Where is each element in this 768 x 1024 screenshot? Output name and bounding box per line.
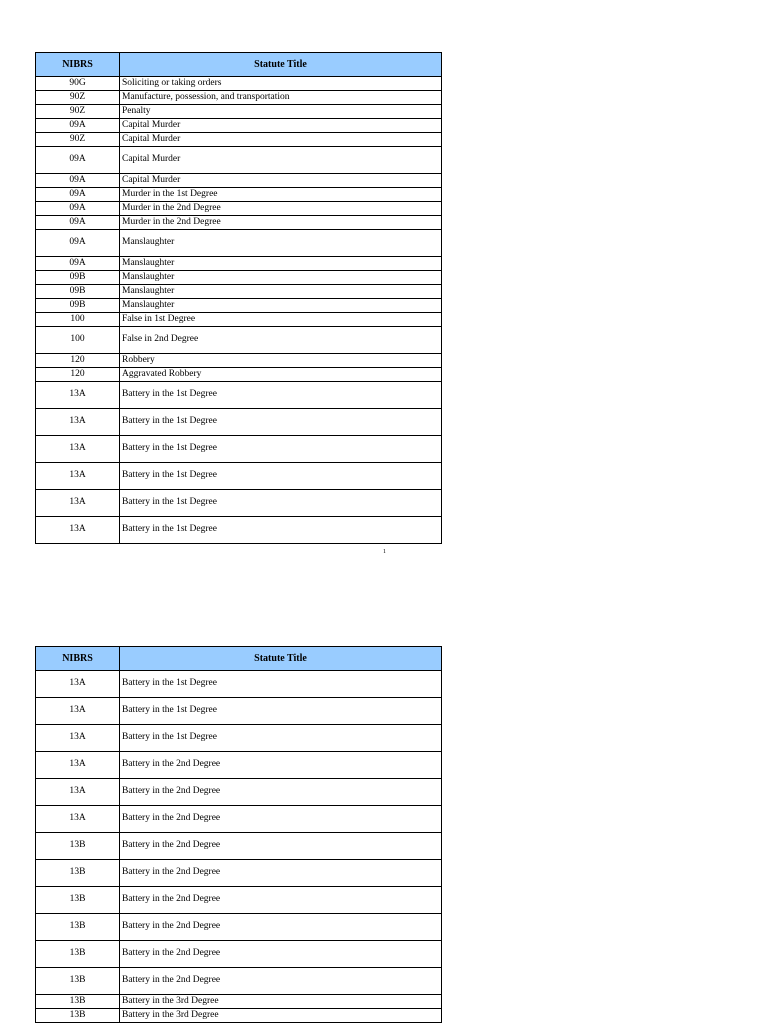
nibrs-code-cell: 13B bbox=[36, 860, 120, 887]
nibrs-code-cell: 13A bbox=[36, 779, 120, 806]
table-row bbox=[36, 463, 442, 490]
nibrs-code-cell: 13A bbox=[36, 490, 120, 517]
statute-title-column-header: Statute Title bbox=[120, 53, 442, 77]
nibrs-code-cell: 13A bbox=[36, 517, 120, 544]
table-row bbox=[36, 409, 442, 436]
nibrs-code-cell: 09B bbox=[36, 299, 120, 313]
nibrs-code-cell: 13B bbox=[36, 941, 120, 968]
statute-title-cell: Battery in the 1st Degree bbox=[120, 698, 442, 725]
statute-title-cell: Battery in the 2nd Degree bbox=[120, 941, 442, 968]
nibrs-code-cell: 09B bbox=[36, 285, 120, 299]
table-body bbox=[36, 671, 442, 1023]
nibrs-code-cell: 09A bbox=[36, 188, 120, 202]
nibrs-code-cell: 13A bbox=[36, 463, 120, 490]
nibrs-code-cell: 13A bbox=[36, 382, 120, 409]
page-number: 1 bbox=[383, 549, 386, 555]
nibrs-code-cell: 100 bbox=[36, 313, 120, 327]
nibrs-code-cell: 13A bbox=[36, 409, 120, 436]
table-row bbox=[36, 860, 442, 887]
statute-title-cell: Manslaughter bbox=[120, 285, 442, 299]
statute-title-cell: Battery in the 2nd Degree bbox=[120, 752, 442, 779]
nibrs-column-header: NIBRS bbox=[36, 647, 120, 671]
statute-title-cell: Battery in the 2nd Degree bbox=[120, 833, 442, 860]
statute-title-cell: Battery in the 3rd Degree bbox=[120, 995, 442, 1009]
statute-title-cell: Aggravated Robbery bbox=[120, 368, 442, 382]
table-body bbox=[36, 77, 442, 544]
statute-title-cell: Capital Murder bbox=[120, 147, 442, 174]
nibrs-code-cell: 120 bbox=[36, 354, 120, 368]
nibrs-code-cell: 09A bbox=[36, 257, 120, 271]
statute-title-cell: Robbery bbox=[120, 354, 442, 368]
nibrs-code-cell: 13B bbox=[36, 1009, 120, 1023]
table-row bbox=[36, 119, 442, 133]
table-row bbox=[36, 698, 442, 725]
statute-title-cell: Battery in the 2nd Degree bbox=[120, 860, 442, 887]
table-row bbox=[36, 671, 442, 698]
statute-table-page-1 bbox=[35, 52, 442, 544]
statute-title-cell: Capital Murder bbox=[120, 174, 442, 188]
statute-title-cell: Battery in the 1st Degree bbox=[120, 382, 442, 409]
statute-title-cell: Battery in the 2nd Degree bbox=[120, 779, 442, 806]
table-row bbox=[36, 313, 442, 327]
nibrs-code-cell: 13B bbox=[36, 833, 120, 860]
table-row bbox=[36, 174, 442, 188]
statute-title-cell: Manslaughter bbox=[120, 271, 442, 285]
table-row bbox=[36, 271, 442, 285]
statute-title-cell: False in 2nd Degree bbox=[120, 327, 442, 354]
table-row bbox=[36, 77, 442, 91]
table-row bbox=[36, 752, 442, 779]
statute-title-cell: False in 1st Degree bbox=[120, 313, 442, 327]
nibrs-code-cell: 13A bbox=[36, 698, 120, 725]
statute-title-cell: Battery in the 1st Degree bbox=[120, 725, 442, 752]
table-row bbox=[36, 833, 442, 860]
statute-title-cell: Battery in the 2nd Degree bbox=[120, 806, 442, 833]
nibrs-code-cell: 100 bbox=[36, 327, 120, 354]
table-row bbox=[36, 354, 442, 368]
table-row bbox=[36, 133, 442, 147]
table-row bbox=[36, 490, 442, 517]
table-row bbox=[36, 216, 442, 230]
nibrs-code-cell: 13A bbox=[36, 806, 120, 833]
table-row bbox=[36, 517, 442, 544]
table-row bbox=[36, 285, 442, 299]
nibrs-code-cell: 90Z bbox=[36, 91, 120, 105]
table-row bbox=[36, 779, 442, 806]
statute-title-cell: Soliciting or taking orders bbox=[120, 77, 442, 91]
statute-title-cell: Battery in the 1st Degree bbox=[120, 671, 442, 698]
nibrs-code-cell: 09B bbox=[36, 271, 120, 285]
table-row bbox=[36, 91, 442, 105]
table-row bbox=[36, 995, 442, 1009]
nibrs-code-cell: 09A bbox=[36, 230, 120, 257]
nibrs-code-cell: 90G bbox=[36, 77, 120, 91]
table-row bbox=[36, 105, 442, 119]
nibrs-code-cell: 13A bbox=[36, 671, 120, 698]
statute-title-cell: Manslaughter bbox=[120, 257, 442, 271]
nibrs-code-cell: 90Z bbox=[36, 105, 120, 119]
table-row bbox=[36, 941, 442, 968]
nibrs-code-cell: 13B bbox=[36, 995, 120, 1009]
nibrs-column-header: NIBRS bbox=[36, 53, 120, 77]
statute-title-cell: Manslaughter bbox=[120, 230, 442, 257]
statute-title-cell: Battery in the 1st Degree bbox=[120, 490, 442, 517]
statute-title-cell: Battery in the 1st Degree bbox=[120, 436, 442, 463]
nibrs-code-cell: 13A bbox=[36, 725, 120, 752]
nibrs-code-cell: 09A bbox=[36, 174, 120, 188]
statute-title-cell: Penalty bbox=[120, 105, 442, 119]
statute-title-cell: Battery in the 3rd Degree bbox=[120, 1009, 442, 1023]
statute-title-cell: Murder in the 2nd Degree bbox=[120, 216, 442, 230]
statute-title-cell: Manslaughter bbox=[120, 299, 442, 313]
table-row bbox=[36, 806, 442, 833]
nibrs-code-cell: 13B bbox=[36, 887, 120, 914]
table-row bbox=[36, 887, 442, 914]
table-row bbox=[36, 1009, 442, 1023]
statute-title-cell: Battery in the 2nd Degree bbox=[120, 968, 442, 995]
statute-title-cell: Capital Murder bbox=[120, 133, 442, 147]
table-row bbox=[36, 257, 442, 271]
table-row bbox=[36, 147, 442, 174]
table-row bbox=[36, 327, 442, 354]
nibrs-code-cell: 120 bbox=[36, 368, 120, 382]
statute-title-column-header: Statute Title bbox=[120, 647, 442, 671]
table-row bbox=[36, 436, 442, 463]
statute-title-cell: Battery in the 1st Degree bbox=[120, 409, 442, 436]
nibrs-code-cell: 09A bbox=[36, 216, 120, 230]
nibrs-code-cell: 09A bbox=[36, 147, 120, 174]
statute-title-cell: Manufacture, possession, and transportation bbox=[120, 91, 442, 105]
statute-title-cell: Battery in the 2nd Degree bbox=[120, 887, 442, 914]
table-row bbox=[36, 202, 442, 216]
nibrs-code-cell: 90Z bbox=[36, 133, 120, 147]
statute-title-cell: Battery in the 1st Degree bbox=[120, 463, 442, 490]
statute-title-cell: Capital Murder bbox=[120, 119, 442, 133]
nibrs-code-cell: 13A bbox=[36, 436, 120, 463]
nibrs-code-cell: 09A bbox=[36, 119, 120, 133]
statute-table-page-2 bbox=[35, 646, 442, 1023]
statute-title-cell: Battery in the 2nd Degree bbox=[120, 914, 442, 941]
nibrs-code-cell: 09A bbox=[36, 202, 120, 216]
statute-title-cell: Murder in the 2nd Degree bbox=[120, 202, 442, 216]
nibrs-code-cell: 13A bbox=[36, 752, 120, 779]
table-header-row bbox=[36, 647, 442, 671]
table-row bbox=[36, 725, 442, 752]
table-row bbox=[36, 368, 442, 382]
table-row bbox=[36, 188, 442, 202]
table-header-row bbox=[36, 53, 442, 77]
nibrs-code-cell: 13B bbox=[36, 914, 120, 941]
table-row bbox=[36, 382, 442, 409]
statute-title-cell: Murder in the 1st Degree bbox=[120, 188, 442, 202]
statute-title-cell: Battery in the 1st Degree bbox=[120, 517, 442, 544]
nibrs-code-cell: 13B bbox=[36, 968, 120, 995]
table-row bbox=[36, 299, 442, 313]
table-row bbox=[36, 914, 442, 941]
table-row bbox=[36, 968, 442, 995]
table-row bbox=[36, 230, 442, 257]
